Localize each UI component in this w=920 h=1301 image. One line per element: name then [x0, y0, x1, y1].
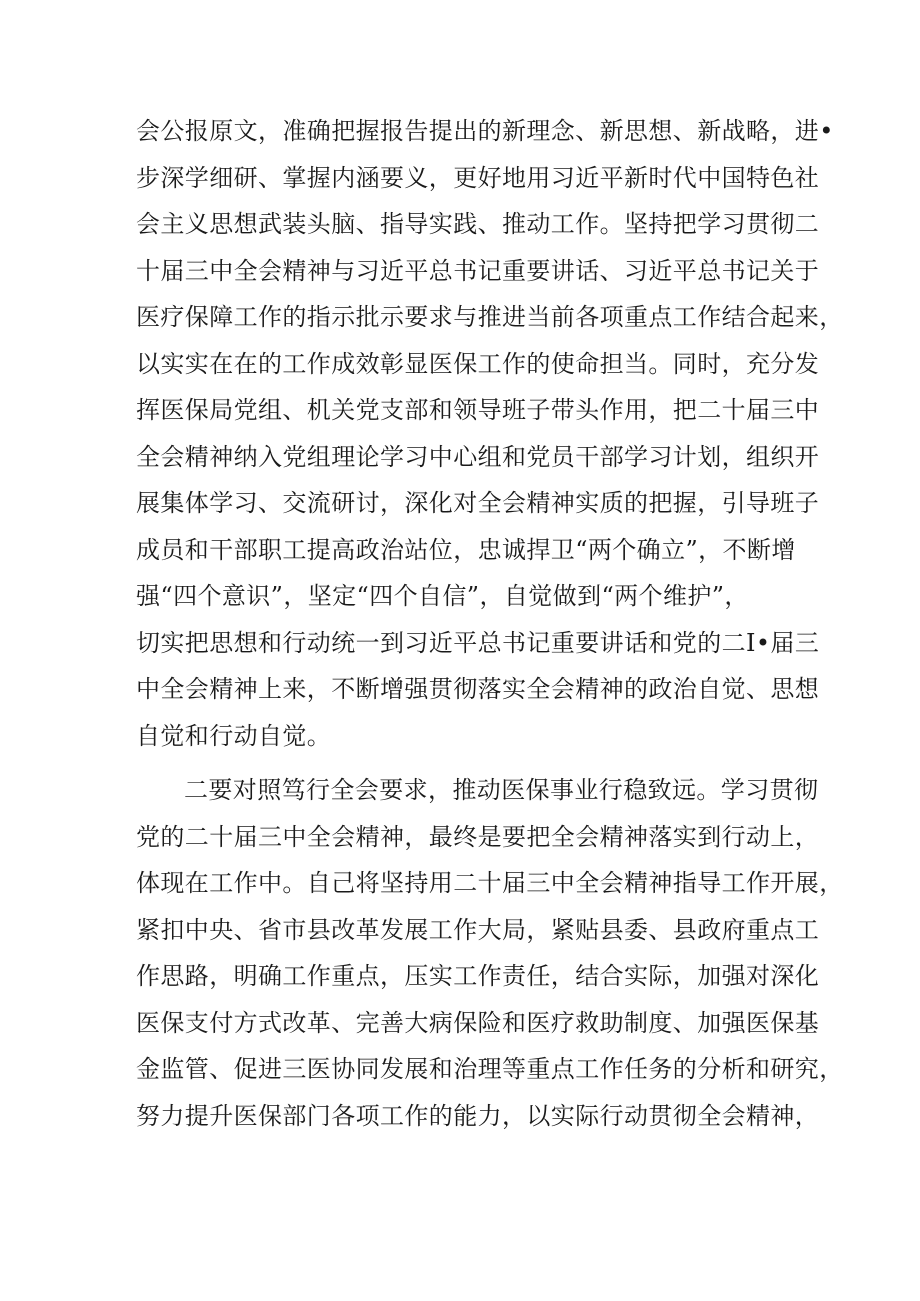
text-line: 紧扣中央、省市县改革发展工作大局，紧贴县委、县政府重点工: [136, 915, 820, 944]
paragraph-first-line: 二要对照笃行全会要求，推动医保事业行稳致远。学习贯彻: [184, 776, 819, 804]
text-line: 以实实在在的工作成效彰显医保工作的使命担当。同时，充分发: [136, 349, 820, 378]
text-line: 展集体学习、交流研讨，深化对全会精神实质的把握，引导班子: [136, 489, 820, 517]
text-line: 全会精神纳入党组理论学习中心组和党员干部学习计划，组织开: [136, 442, 820, 471]
text-line: 金监管、促进三医协同发展和治理等重点工作任务的分析和研究，: [136, 1055, 844, 1083]
text-line: 中全会精神上来，不断增强贯彻落实全会精神的政治自觉、思想: [136, 675, 820, 703]
text-line: 会公报原文，准确把握报告提出的新理念、新思想、新战略，进•: [136, 117, 834, 145]
text-line: 党的二十届三中全会精神，最终是要把全会精神落实到行动上，: [136, 822, 820, 851]
text-line: 切实把思想和行动统一到习近平总书记重要讲话和党的二I•届三: [136, 628, 820, 657]
paragraph-gap: [136, 759, 806, 767]
text-line: 挥医保局党组、机关党支部和领导班子带头作用，把二十届三中: [136, 396, 820, 424]
text-line: 强“四个意识”，坚定“四个自信”，自觉做到“两个维护”，: [136, 582, 749, 610]
text-line: 会主义思想武装头脑、指导实践、推动工作。坚持把学习贯彻二: [136, 210, 820, 238]
text-line: 十届三中全会精神与习近平总书记重要讲话、习近平总书记关于: [136, 256, 820, 285]
text-line: 医疗保障工作的指示批示要求与推进当前各项重点工作结合起来，: [136, 303, 844, 331]
document-body: [136, 108, 844, 1139]
text-line: 步深学细研、掌握内涵要义，更好地用习近平新时代中国特色社: [136, 163, 820, 192]
text-line: 自觉和行动自觉。: [136, 721, 332, 750]
text-line: 成员和干部职工提高政治站位，忠诚捍卫“两个确立”，不断增: [136, 535, 796, 564]
text-line: 作思路，明确工作重点，压实工作责任，结合实际，加强对深化: [136, 962, 820, 990]
text-line: 努力提升医保部门各项工作的能力，以实际行动贯彻全会精神，: [136, 1101, 820, 1130]
text-line: 体现在工作中。自己将坚持用二十届三中全会精神指导工作开展，: [136, 869, 844, 897]
text-line: 医保支付方式改革、完善大病保险和医疗救助制度、加强医保基: [136, 1008, 820, 1037]
